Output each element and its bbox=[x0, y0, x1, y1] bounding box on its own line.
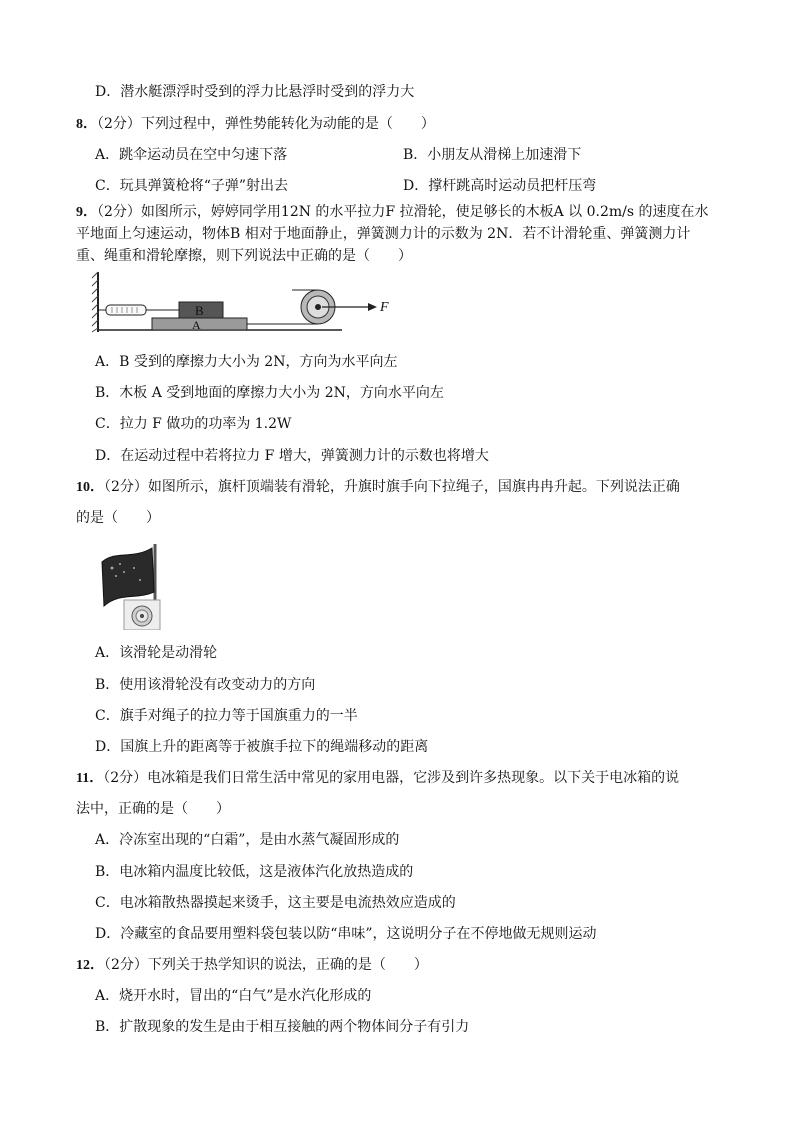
q9-number: 9． bbox=[76, 205, 97, 220]
q9-stem-text-1: （2分）如图所示，婷婷同学用12N 的水平拉力F 拉滑轮，使足够长的木板A 以 0.2m/s 的速度在水 bbox=[97, 204, 709, 220]
q10-stem-line1 bbox=[76, 477, 680, 498]
q12-stem bbox=[76, 955, 428, 976]
q9-pulley-figure bbox=[92, 270, 392, 336]
q11-option-c: C．电冰箱散热器摸起来烫手，这主要是电流热效应造成的 bbox=[95, 895, 456, 911]
q11-stem-line1 bbox=[76, 768, 679, 789]
q12-option-b: B．扩散现象的发生是由于相互接触的两个物体间分子有引力 bbox=[95, 1019, 470, 1035]
q8-number: 8． bbox=[76, 117, 97, 132]
q10-number: 10． bbox=[76, 480, 104, 495]
q10-option-c: C．旗手对绳子的拉力等于国旗重力的一半 bbox=[95, 708, 358, 724]
q8-option-d: D．撑杆跳高时运动员把杆压弯 bbox=[403, 178, 597, 194]
q12-stem-text: （2分）下列关于热学知识的说法，正确的是（ ） bbox=[104, 957, 428, 973]
q8-option-b: B．小朋友从滑梯上加速滑下 bbox=[403, 147, 582, 163]
q10-stem-line2: 的是（ ） bbox=[76, 510, 160, 526]
q10-stem-text-1: （2分）如图所示，旗杆顶端装有滑轮，升旗时旗手向下拉绳子，国旗冉冉升起。下列说法正确 bbox=[104, 479, 680, 495]
q7-option-d: D．潜水艇漂浮时受到的浮力比悬浮时受到的浮力大 bbox=[95, 84, 415, 100]
q11-stem-text-1: （2分）电冰箱是我们日常生活中常见的家用电器，它涉及到许多热现象。以下关于电冰箱的说 bbox=[103, 770, 680, 786]
q9-option-c: C．拉力 F 做功的功率为 1.2W bbox=[95, 416, 292, 432]
q8-stem bbox=[76, 114, 435, 135]
q11-number: 11． bbox=[76, 771, 104, 786]
q10-option-a: A．该滑轮是动滑轮 bbox=[95, 645, 218, 661]
label-f: F bbox=[380, 300, 389, 315]
q9-stem-line1 bbox=[76, 202, 709, 223]
q9-stem-line2: 平地面上匀速运动，物体B 相对于地面静止，弹簧测力计的示数为 2N．若不计滑轮重、弹簧测力计 bbox=[76, 226, 691, 242]
q12-number: 12． bbox=[76, 958, 104, 973]
q8-option-a: A．跳伞运动员在空中匀速下落 bbox=[95, 147, 288, 163]
q9-option-a: A．B 受到的摩擦力大小为 2N，方向为水平向左 bbox=[95, 354, 398, 370]
q9-option-d: D．在运动过程中若将拉力 F 增大，弹簧测力计的示数也将增大 bbox=[95, 448, 489, 464]
flag bbox=[102, 548, 154, 606]
q10-option-b: B．使用该滑轮没有改变动力的方向 bbox=[95, 677, 316, 693]
q11-stem-line2: 法中，正确的是（ ） bbox=[76, 801, 230, 817]
q8-stem-text: （2分）下列过程中，弹性势能转化为动能的是（ ） bbox=[97, 116, 435, 132]
q10-flag-figure bbox=[94, 542, 166, 630]
q12-option-a: A．烧开水时，冒出的“白气”是水汽化形成的 bbox=[95, 988, 372, 1004]
label-a: A bbox=[192, 318, 201, 332]
q9-option-b: B．木板 A 受到地面的摩擦力大小为 2N，方向水平向左 bbox=[95, 385, 444, 401]
q8-option-c: C．玩具弹簧枪将“子弹”射出去 bbox=[95, 178, 289, 194]
q10-option-d: D．国旗上升的距离等于被旗手拉下的绳端移动的距离 bbox=[95, 739, 429, 755]
q9-stem-line3: 重、绳重和滑轮摩擦，则下列说法中正确的是（ ） bbox=[76, 248, 412, 264]
q11-option-a: A．冷冻室出现的“白霜”，是由水蒸气凝固形成的 bbox=[95, 832, 400, 848]
q11-option-d: D．冷藏室的食品要用塑料袋包装以防“串味”，这说明分子在不停地做无规则运动 bbox=[95, 926, 597, 942]
q11-option-b: B．电冰箱内温度比较低，这是液体汽化放热造成的 bbox=[95, 864, 414, 880]
label-b: B bbox=[195, 303, 204, 318]
